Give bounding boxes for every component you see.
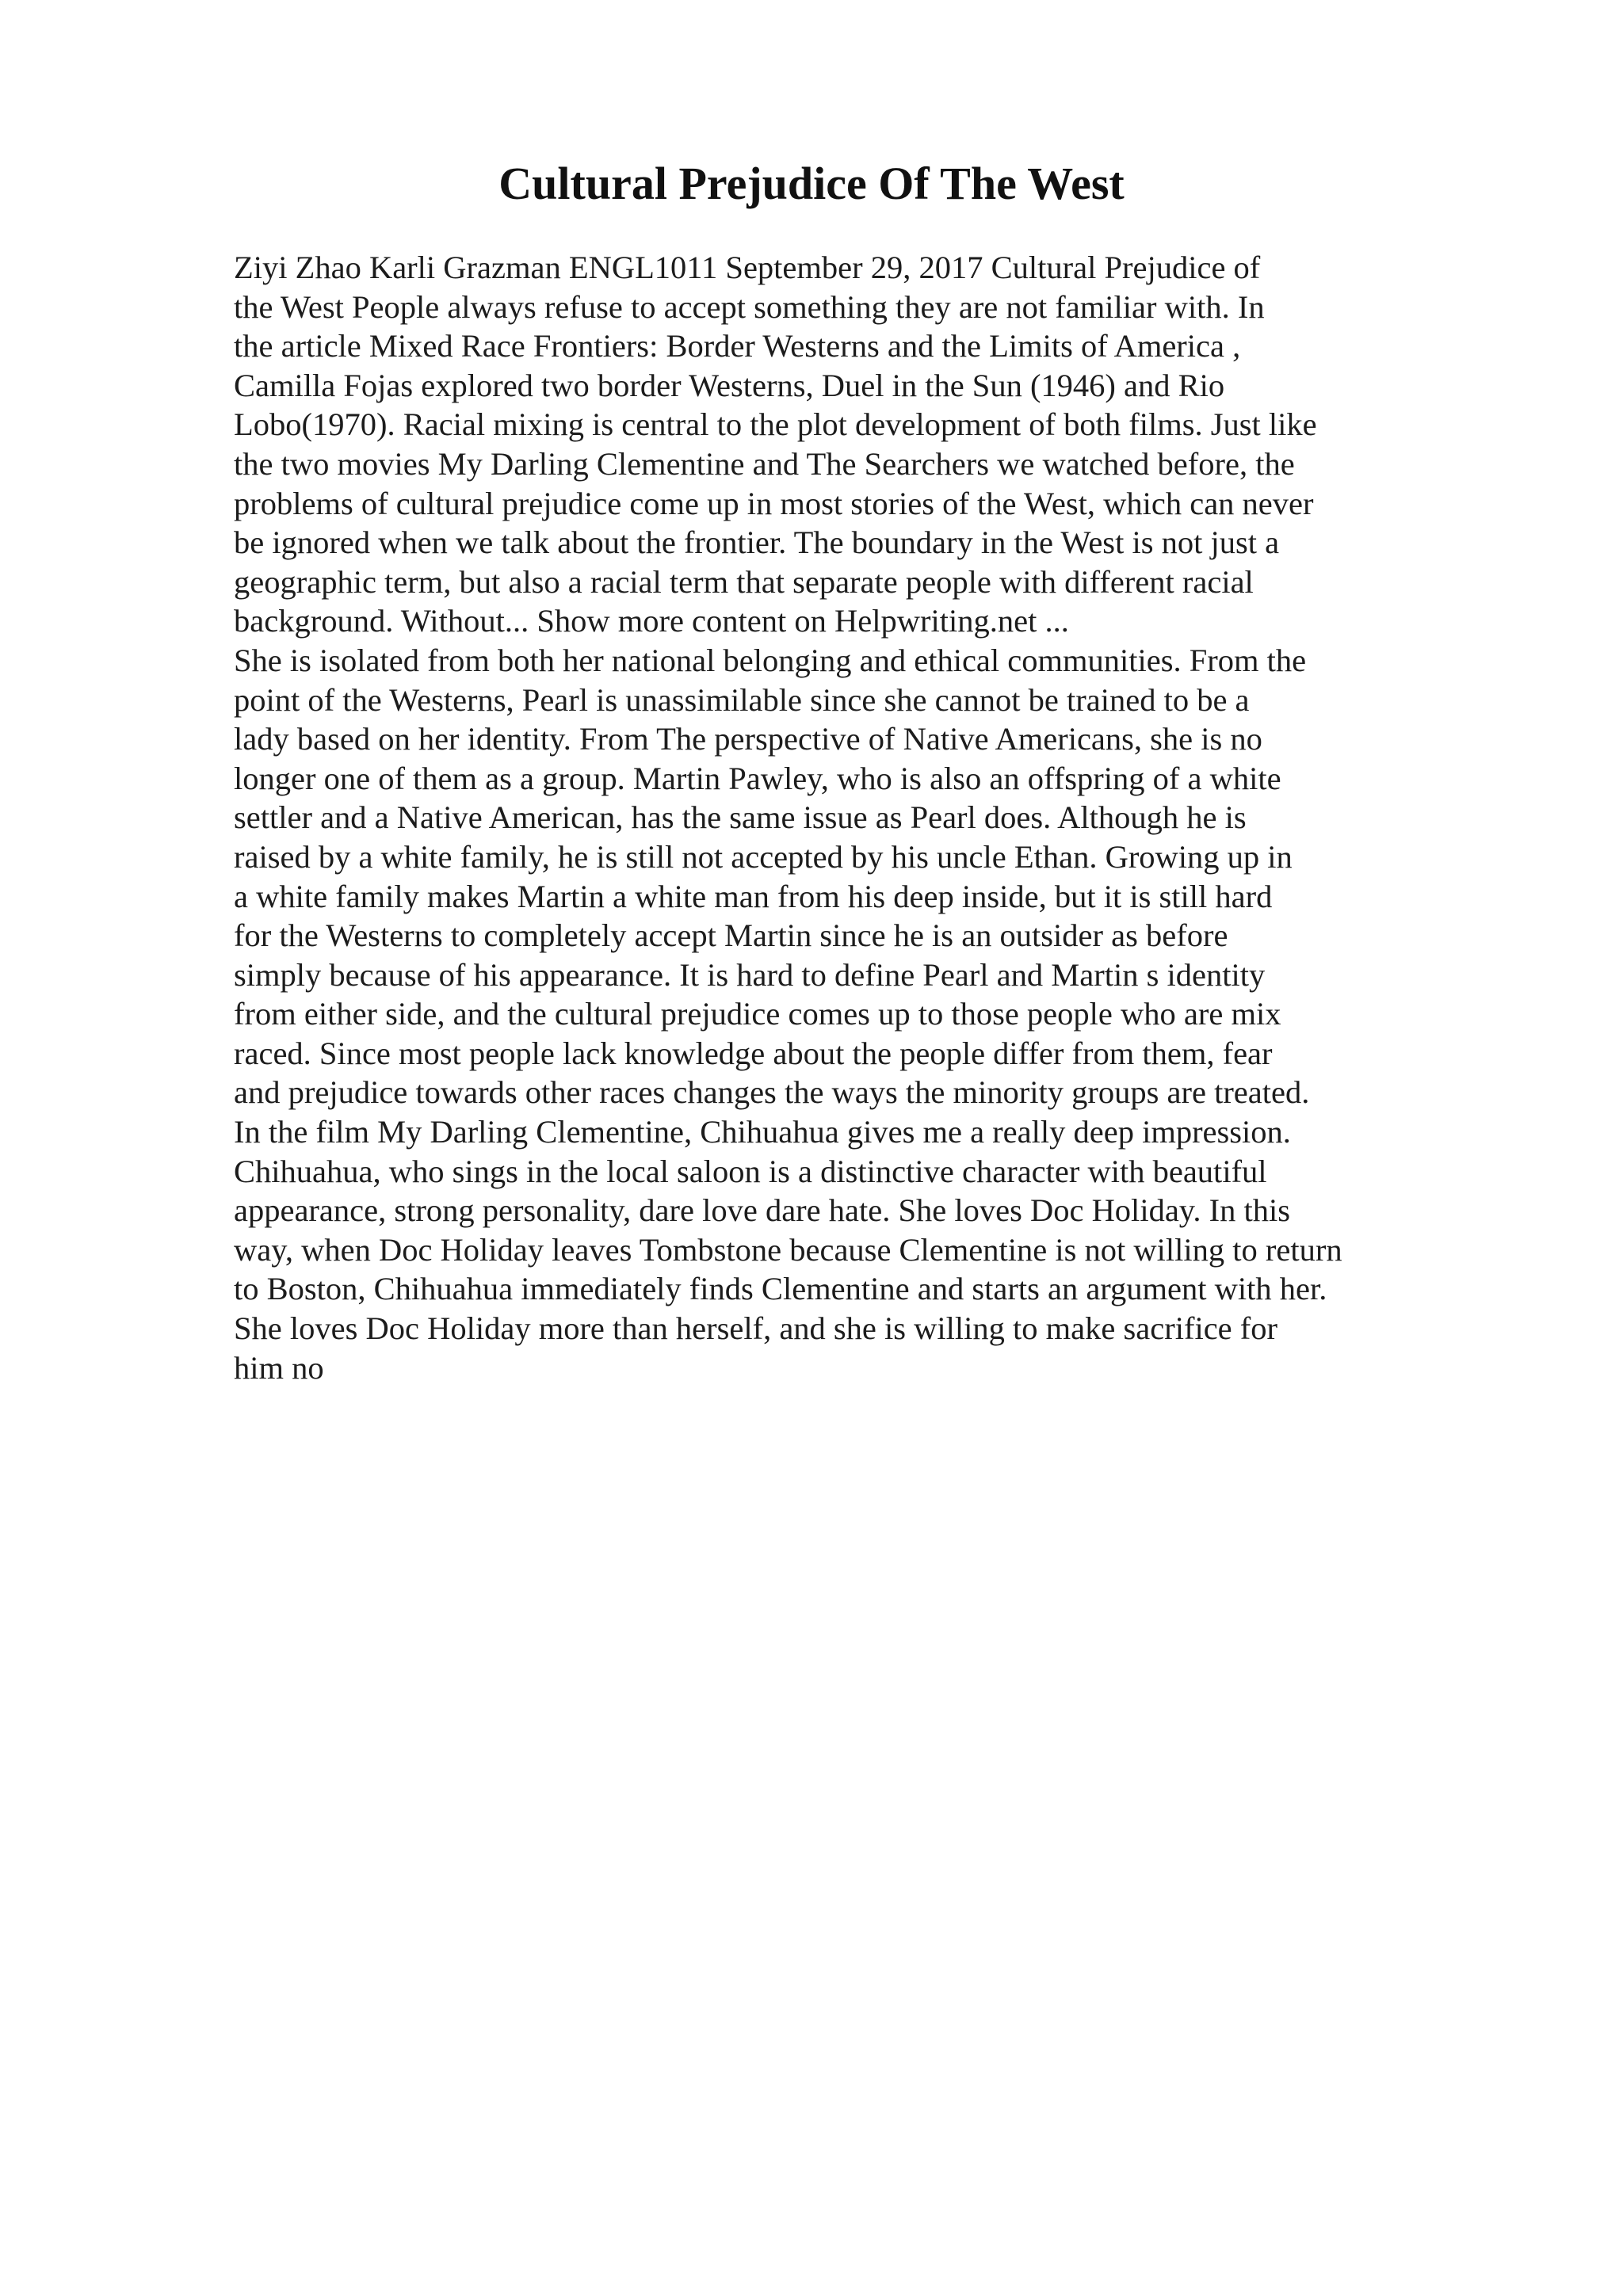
text-line: the West People always refuse to accept something they are not familiar with. In bbox=[234, 288, 1265, 325]
text-line: the two movies My Darling Clementine and The Searchers we watched before, the bbox=[234, 445, 1295, 482]
text-line: Lobo(1970). Racial mixing is central to the plot development of both films. Just like bbox=[234, 406, 1317, 443]
text-line: way, when Doc Holiday leaves Tombstone because Clementine is not willing to return bbox=[234, 1231, 1342, 1268]
text-line: simply because of his appearance. It is hard to define Pearl and Martin s identity bbox=[234, 956, 1266, 993]
text-line: lady based on her identity. From The perspective of Native Americans, she is no bbox=[234, 721, 1262, 757]
text-line: Chihuahua, who sings in the local saloon is a distinctive character with beautiful bbox=[234, 1153, 1267, 1189]
text-line: appearance, strong personality, dare love dare hate. She loves Doc Holiday. In this bbox=[234, 1192, 1291, 1229]
text-line: to Boston, Chihuahua immediately finds Clementine and starts an argument with her. bbox=[234, 1271, 1327, 1307]
text-line: and prejudice towards other races changes the ways the minority groups are treated. bbox=[234, 1074, 1310, 1111]
text-line: longer one of them as a group. Martin Pawley, who is also an offspring of a white bbox=[234, 760, 1281, 796]
text-line: raised by a white family, he is still not accepted by his uncle Ethan. Growing up in bbox=[234, 838, 1293, 875]
text-line: problems of cultural prejudice come up in most stories of the West, which can never bbox=[234, 485, 1314, 521]
text-line: She loves Doc Holiday more than herself, and she is willing to make sacrifice for bbox=[234, 1310, 1278, 1347]
text-line: the article Mixed Race Frontiers: Border Westerns and the Limits of America , bbox=[234, 328, 1241, 364]
text-line: She is isolated from both her national belonging and ethical communities. From the bbox=[234, 642, 1307, 678]
document-body bbox=[234, 248, 1533, 1387]
text-line: geographic term, but also a racial term that separate people with different racial bbox=[234, 563, 1254, 600]
text-line: Ziyi Zhao Karli Grazman ENGL1011 September 29, 2017 Cultural Prejudice of bbox=[234, 250, 1261, 285]
text-line: for the Westerns to completely accept Martin since he is an outsider as before bbox=[234, 917, 1228, 954]
text-line: be ignored when we talk about the frontier. The boundary in the West is not just a bbox=[234, 524, 1280, 561]
text-line: point of the Westerns, Pearl is unassimilable since she cannot be trained to be a bbox=[234, 681, 1250, 718]
text-line: him no bbox=[234, 1349, 324, 1386]
text-line: Camilla Fojas explored two border Westerns, Duel in the Sun (1946) and Rio bbox=[234, 367, 1225, 403]
text-line: raced. Since most people lack knowledge about the people differ from them, fear bbox=[234, 1035, 1273, 1071]
document-title: Cultural Prejudice Of The West bbox=[498, 158, 1125, 209]
text-line: a white family makes Martin a white man from his deep inside, but it is still hard bbox=[234, 878, 1273, 914]
text-line: settler and a Native American, has the same issue as Pearl does. Although he is bbox=[234, 799, 1247, 836]
text-line: background. Without... Show more content on Helpwriting.net ... bbox=[234, 603, 1069, 639]
text-line: In the film My Darling Clementine, Chihuahua gives me a really deep impression. bbox=[234, 1114, 1291, 1150]
text-line: from either side, and the cultural prejudice comes up to those people who are mix bbox=[234, 996, 1281, 1032]
